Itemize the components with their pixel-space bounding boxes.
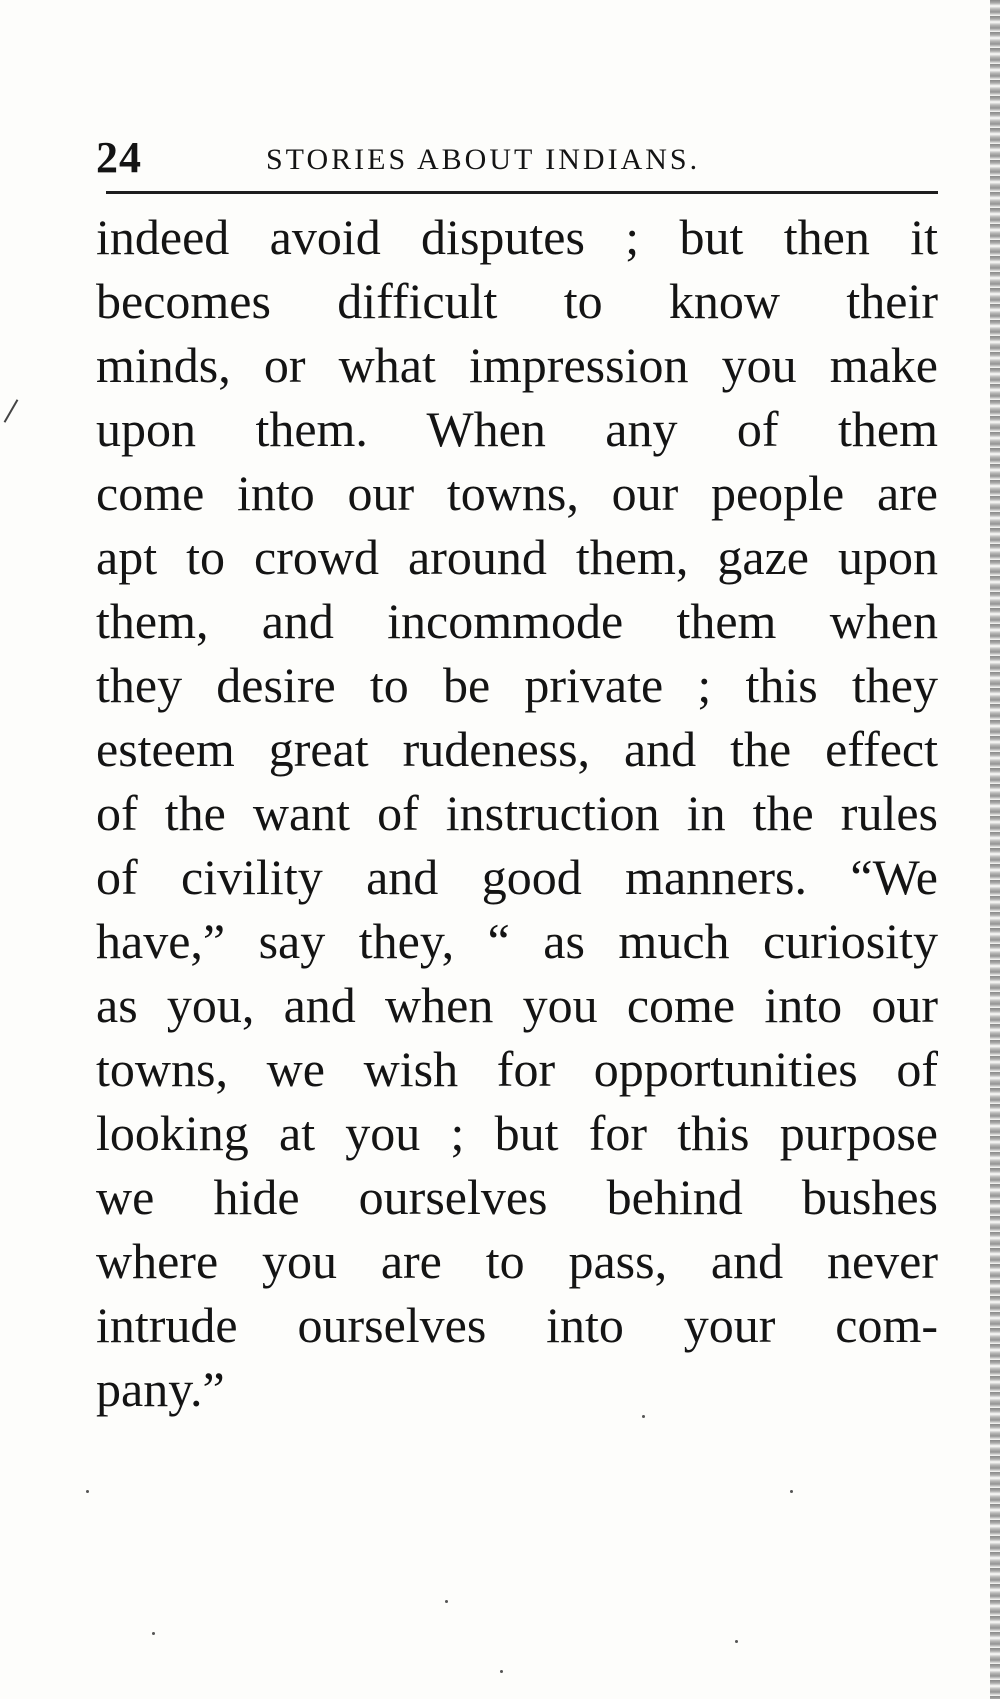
- text-line: we hide ourselves behind bushes: [96, 1169, 938, 1225]
- text-line: minds, or what impression you make: [96, 337, 938, 393]
- text-line: apt to crowd around them, gaze upon: [96, 529, 938, 585]
- text-line: upon them. When any of them: [96, 401, 938, 457]
- ink-speck: [500, 1670, 503, 1673]
- body-text: [96, 205, 938, 1421]
- header-rule: [106, 191, 938, 194]
- text-line: indeed avoid disputes ; but then it: [96, 209, 938, 265]
- ink-speck: [152, 1632, 155, 1635]
- text-line: they desire to be private ; this they: [96, 657, 938, 713]
- text-line: esteem great rudeness, and the effect: [96, 721, 938, 777]
- text-line: becomes difficult to know their: [96, 273, 938, 329]
- running-head: [96, 128, 938, 188]
- text-line: of the want of instruction in the rules: [96, 785, 938, 841]
- ink-speck: [445, 1600, 448, 1603]
- ink-speck: [642, 1415, 645, 1418]
- text-line: of civility and good manners. “We: [96, 849, 938, 905]
- text-line-last: pany.”: [96, 1361, 225, 1417]
- text-line: come into our towns, our people are: [96, 465, 938, 521]
- text-line: where you are to pass, and never: [96, 1233, 938, 1289]
- text-line: have,” say they, “ as much curiosity: [96, 913, 938, 969]
- page-edge: [990, 0, 1000, 1699]
- text-line: towns, we wish for opportunities of: [96, 1041, 938, 1097]
- ink-speck: [735, 1640, 738, 1643]
- text-line: as you, and when you come into our: [96, 977, 938, 1033]
- running-title: STORIES ABOUT INDIANS.: [266, 143, 701, 176]
- page-number: 24: [96, 133, 142, 182]
- text-line: looking at you ; but for this purpose: [96, 1105, 938, 1161]
- text-line: intrude ourselves into your com-: [96, 1297, 938, 1353]
- pencil-mark: [4, 399, 19, 423]
- ink-speck: [86, 1490, 89, 1493]
- ink-speck: [790, 1490, 793, 1493]
- text-line: them, and incommode them when: [96, 593, 938, 649]
